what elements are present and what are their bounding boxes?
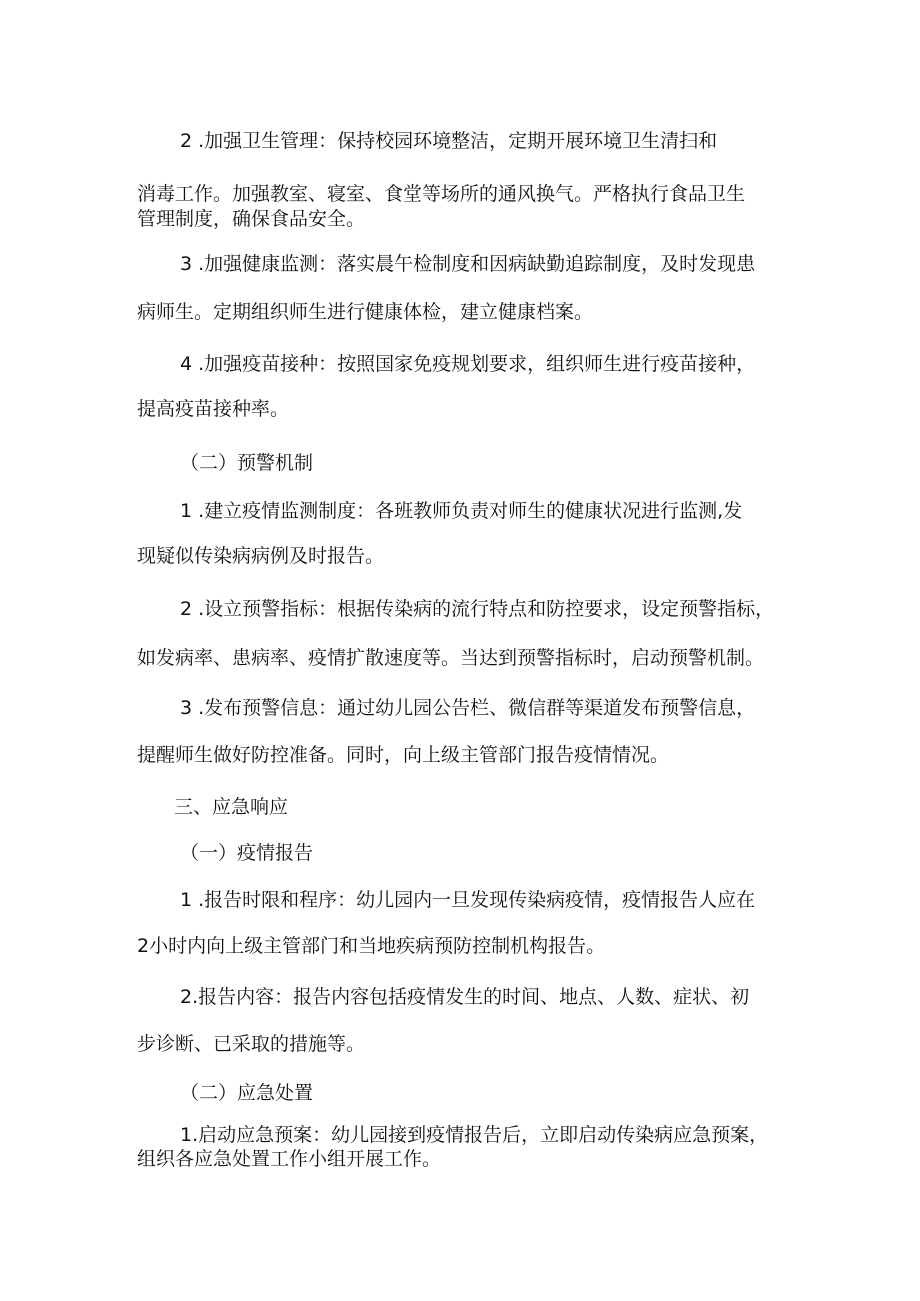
paragraph-line: 1 .建立疫情监测制度：各班教师负责对师生的健康状况进行监测,发 xyxy=(180,500,743,522)
paragraph-line: 1.启动应急预案：幼儿园接到疫情报告后，立即启动传染病应急预案， xyxy=(180,1124,769,1146)
section-heading: （二）应急处置 xyxy=(180,1082,314,1104)
paragraph-line: 提醒师生做好防控准备。同时，向上级主管部门报告疫情情况。 xyxy=(137,744,670,766)
paragraph-line: 1 .报告时限和程序：幼儿园内一旦发现传染病疫情，疫情报告人应在 xyxy=(180,889,756,911)
paragraph-line: 组织各应急处置工作小组开展工作。 xyxy=(137,1148,442,1170)
paragraph-line: 2 .设立预警指标：根据传染病的流行特点和防控要求，设定预警指标， xyxy=(180,598,775,620)
paragraph-line: 2 .加强卫生管理：保持校园环境整洁，定期开展环境卫生清扫和 xyxy=(180,130,718,152)
paragraph-line: 4 .加强疫苗接种：按照国家免疫规划要求，组织师生进行疫苗接种， xyxy=(180,353,756,375)
paragraph-line: 现疑似传染病病例及时报告。 xyxy=(137,545,385,567)
paragraph-line: 2小时内向上级主管部门和当地疾病预防控制机构报告。 xyxy=(137,935,606,957)
paragraph-line: 如发病率、患病率、疫情扩散速度等。当达到预警指标时，启动预警机制。 xyxy=(137,647,765,669)
paragraph-line: 提高疫苗接种率。 xyxy=(137,398,290,420)
paragraph-line: 3 .加强健康监测：落实晨午检制度和因病缺勤追踪制度，及时发现患 xyxy=(180,253,756,275)
paragraph-line: 2.报告内容：报告内容包括疫情发生的时间、地点、人数、症状、初 xyxy=(180,986,750,1008)
section-heading: 三、应急响应 xyxy=(174,796,289,818)
paragraph-line: 步诊断、已采取的措施等。 xyxy=(137,1033,366,1055)
paragraph-line: 病师生。定期组织师生进行健康体检，建立健康档案。 xyxy=(137,301,594,323)
section-heading: （一）疫情报告 xyxy=(180,842,314,864)
paragraph-line: 管理制度，确保食品安全。 xyxy=(137,208,366,230)
section-heading: （二）预警机制 xyxy=(180,452,314,474)
paragraph-line: 消毒工作。加强教室、寝室、食堂等场所的通风换气。严格执行食品卫生 xyxy=(137,183,746,205)
paragraph-line: 3 .发布预警信息：通过幼儿园公告栏、微信群等渠道发布预警信息， xyxy=(180,697,756,719)
